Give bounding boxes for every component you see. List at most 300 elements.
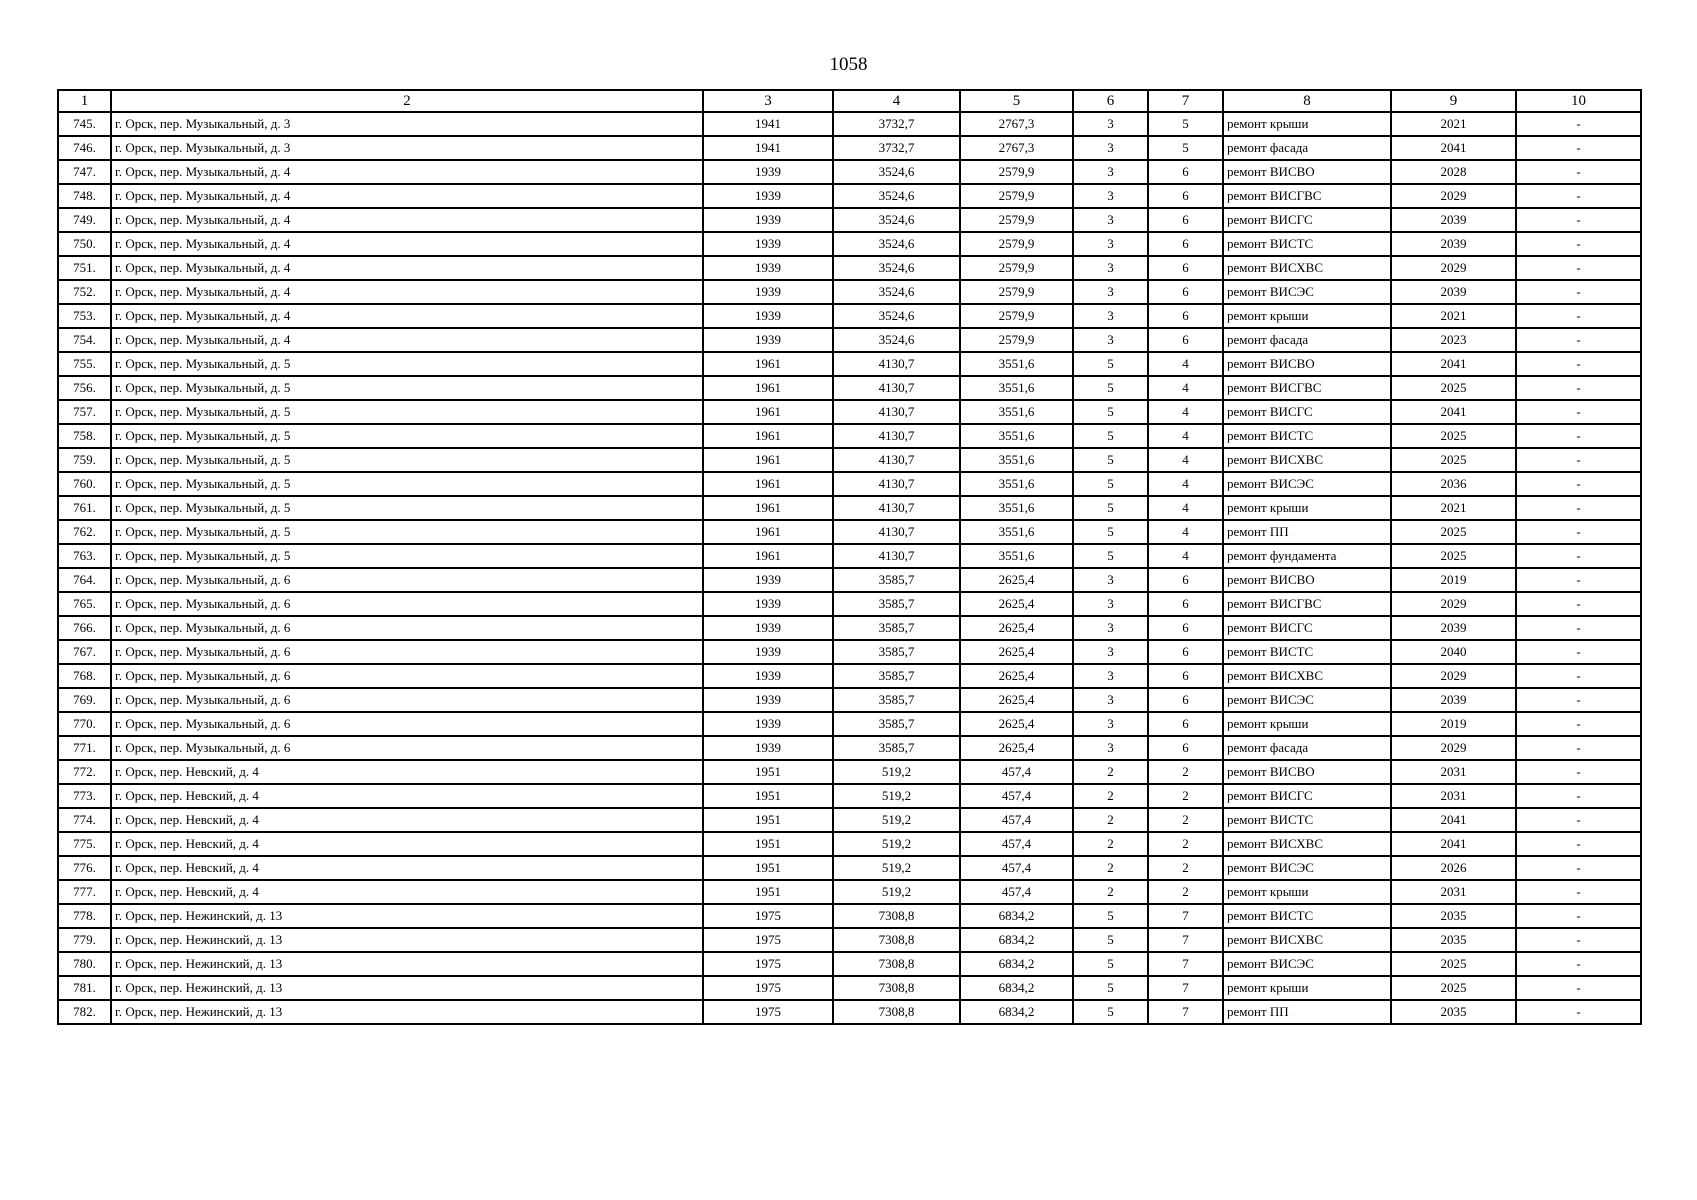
cell-number: 755. [58,352,111,376]
cell-number: 759. [58,448,111,472]
cell-year: 1961 [703,496,833,520]
cell-plan-year: 2025 [1391,376,1516,400]
cell-number: 760. [58,472,111,496]
cell-note: - [1516,256,1641,280]
page-number: 1058 [829,54,868,75]
cell-area-total: 7308,8 [833,904,960,928]
cell-address: г. Орск, пер. Музыкальный, д. 5 [111,376,703,400]
cell-plan-year: 2039 [1391,280,1516,304]
cell-year: 1939 [703,592,833,616]
cell-number: 781. [58,976,111,1000]
cell-address: г. Орск, пер. Музыкальный, д. 4 [111,232,703,256]
cell-plan-year: 2039 [1391,232,1516,256]
cell-area-living: 3551,6 [960,352,1073,376]
cell-address: г. Орск, пер. Нежинский, д. 13 [111,928,703,952]
cell-work-type: ремонт ВИСГС [1223,616,1391,640]
cell-entrances: 7 [1148,904,1223,928]
cell-work-type: ремонт ВИСГВС [1223,184,1391,208]
cell-floors: 5 [1073,904,1148,928]
cell-floors: 5 [1073,520,1148,544]
cell-plan-year: 2039 [1391,688,1516,712]
table-row [58,1000,1641,1024]
cell-address: г. Орск, пер. Невский, д. 4 [111,832,703,856]
cell-plan-year: 2041 [1391,400,1516,424]
cell-floors: 3 [1073,112,1148,136]
cell-floors: 3 [1073,736,1148,760]
cell-area-total: 3585,7 [833,688,960,712]
cell-note: - [1516,880,1641,904]
cell-number: 777. [58,880,111,904]
cell-work-type: ремонт ВИСХВС [1223,928,1391,952]
cell-note: - [1516,112,1641,136]
cell-area-total: 3732,7 [833,136,960,160]
table-row [58,520,1641,544]
cell-work-type: ремонт фасада [1223,136,1391,160]
cell-area-living: 457,4 [960,856,1073,880]
cell-area-living: 457,4 [960,784,1073,808]
cell-number: 745. [58,112,111,136]
cell-note: - [1516,304,1641,328]
cell-number: 764. [58,568,111,592]
cell-work-type: ремонт ВИСЭС [1223,952,1391,976]
cell-area-living: 2579,9 [960,208,1073,232]
table-row [58,616,1641,640]
cell-note: - [1516,328,1641,352]
cell-entrances: 6 [1148,568,1223,592]
cell-entrances: 4 [1148,352,1223,376]
cell-floors: 5 [1073,376,1148,400]
cell-area-living: 2625,4 [960,736,1073,760]
table-row [58,280,1641,304]
cell-entrances: 2 [1148,832,1223,856]
cell-area-living: 2625,4 [960,568,1073,592]
table-row [58,448,1641,472]
cell-plan-year: 2021 [1391,304,1516,328]
cell-floors: 5 [1073,928,1148,952]
cell-number: 774. [58,808,111,832]
cell-entrances: 6 [1148,304,1223,328]
cell-area-total: 3585,7 [833,712,960,736]
cell-area-total: 3524,6 [833,304,960,328]
cell-number: 767. [58,640,111,664]
cell-entrances: 2 [1148,760,1223,784]
table-row [58,664,1641,688]
cell-note: - [1516,520,1641,544]
cell-work-type: ремонт крыши [1223,880,1391,904]
cell-entrances: 7 [1148,928,1223,952]
cell-area-living: 457,4 [960,832,1073,856]
cell-note: - [1516,184,1641,208]
cell-entrances: 7 [1148,976,1223,1000]
cell-plan-year: 2035 [1391,904,1516,928]
cell-plan-year: 2029 [1391,664,1516,688]
cell-work-type: ремонт ВИСХВС [1223,256,1391,280]
cell-note: - [1516,832,1641,856]
cell-year: 1939 [703,256,833,280]
table-row [58,952,1641,976]
cell-address: г. Орск, пер. Музыкальный, д. 5 [111,448,703,472]
cell-note: - [1516,448,1641,472]
table-row [58,208,1641,232]
cell-work-type: ремонт ВИСГВС [1223,592,1391,616]
cell-number: 782. [58,1000,111,1024]
cell-note: - [1516,640,1641,664]
cell-note: - [1516,784,1641,808]
cell-number: 758. [58,424,111,448]
cell-work-type: ремонт ВИСЭС [1223,280,1391,304]
cell-plan-year: 2025 [1391,448,1516,472]
cell-area-living: 3551,6 [960,400,1073,424]
cell-floors: 3 [1073,304,1148,328]
cell-work-type: ремонт ВИСВО [1223,352,1391,376]
cell-address: г. Орск, пер. Музыкальный, д. 3 [111,112,703,136]
cell-floors: 2 [1073,808,1148,832]
cell-area-living: 3551,6 [960,472,1073,496]
cell-floors: 5 [1073,352,1148,376]
table-row [58,592,1641,616]
cell-entrances: 6 [1148,328,1223,352]
cell-year: 1961 [703,544,833,568]
cell-area-total: 3524,6 [833,256,960,280]
cell-work-type: ремонт ВИСВО [1223,160,1391,184]
cell-entrances: 6 [1148,712,1223,736]
table-row [58,184,1641,208]
cell-floors: 3 [1073,160,1148,184]
cell-note: - [1516,736,1641,760]
table-row [58,760,1641,784]
cell-entrances: 4 [1148,520,1223,544]
cell-year: 1961 [703,424,833,448]
cell-area-living: 6834,2 [960,904,1073,928]
cell-work-type: ремонт ПП [1223,520,1391,544]
cell-area-total: 7308,8 [833,928,960,952]
cell-note: - [1516,376,1641,400]
cell-area-living: 3551,6 [960,496,1073,520]
repair-schedule-table [57,89,1642,1025]
cell-floors: 3 [1073,208,1148,232]
cell-area-living: 2579,9 [960,280,1073,304]
table-row [58,688,1641,712]
cell-area-total: 519,2 [833,808,960,832]
cell-area-total: 3585,7 [833,640,960,664]
cell-area-living: 3551,6 [960,448,1073,472]
cell-year: 1939 [703,208,833,232]
cell-floors: 3 [1073,712,1148,736]
table-row [58,712,1641,736]
cell-entrances: 4 [1148,424,1223,448]
cell-area-living: 2625,4 [960,616,1073,640]
cell-area-total: 3524,6 [833,208,960,232]
cell-floors: 3 [1073,232,1148,256]
cell-work-type: ремонт ВИСТС [1223,640,1391,664]
cell-year: 1975 [703,928,833,952]
cell-floors: 5 [1073,448,1148,472]
cell-entrances: 7 [1148,952,1223,976]
cell-plan-year: 2041 [1391,808,1516,832]
cell-plan-year: 2019 [1391,568,1516,592]
cell-floors: 2 [1073,760,1148,784]
cell-number: 763. [58,544,111,568]
cell-address: г. Орск, пер. Музыкальный, д. 6 [111,664,703,688]
cell-plan-year: 2036 [1391,472,1516,496]
cell-work-type: ремонт ВИСВО [1223,568,1391,592]
cell-address: г. Орск, пер. Музыкальный, д. 6 [111,640,703,664]
cell-work-type: ремонт ВИСЭС [1223,472,1391,496]
cell-plan-year: 2029 [1391,256,1516,280]
cell-plan-year: 2029 [1391,736,1516,760]
cell-note: - [1516,424,1641,448]
cell-entrances: 4 [1148,472,1223,496]
cell-plan-year: 2031 [1391,784,1516,808]
cell-work-type: ремонт ВИСХВС [1223,832,1391,856]
cell-note: - [1516,976,1641,1000]
cell-area-total: 3585,7 [833,592,960,616]
cell-floors: 3 [1073,136,1148,160]
cell-area-total: 519,2 [833,856,960,880]
cell-work-type: ремонт ВИСХВС [1223,448,1391,472]
table-row [58,976,1641,1000]
cell-number: 756. [58,376,111,400]
table-row [58,400,1641,424]
cell-number: 778. [58,904,111,928]
cell-work-type: ремонт ПП [1223,1000,1391,1024]
cell-address: г. Орск, пер. Музыкальный, д. 5 [111,424,703,448]
cell-entrances: 5 [1148,136,1223,160]
cell-entrances: 4 [1148,448,1223,472]
cell-area-total: 7308,8 [833,952,960,976]
cell-address: г. Орск, пер. Невский, д. 4 [111,760,703,784]
cell-note: - [1516,712,1641,736]
table-row [58,424,1641,448]
cell-floors: 3 [1073,664,1148,688]
cell-area-total: 4130,7 [833,496,960,520]
cell-floors: 3 [1073,640,1148,664]
cell-area-living: 3551,6 [960,544,1073,568]
cell-year: 1939 [703,568,833,592]
cell-address: г. Орск, пер. Музыкальный, д. 4 [111,304,703,328]
cell-year: 1951 [703,832,833,856]
cell-plan-year: 2039 [1391,616,1516,640]
cell-address: г. Орск, пер. Музыкальный, д. 4 [111,328,703,352]
cell-entrances: 6 [1148,616,1223,640]
cell-note: - [1516,592,1641,616]
cell-number: 762. [58,520,111,544]
cell-year: 1951 [703,880,833,904]
cell-entrances: 4 [1148,496,1223,520]
cell-work-type: ремонт крыши [1223,304,1391,328]
cell-work-type: ремонт крыши [1223,976,1391,1000]
cell-year: 1939 [703,616,833,640]
cell-year: 1975 [703,904,833,928]
cell-area-living: 2767,3 [960,136,1073,160]
cell-note: - [1516,352,1641,376]
header-col-area-total: 4 [833,90,960,112]
cell-number: 757. [58,400,111,424]
cell-area-living: 2625,4 [960,664,1073,688]
cell-area-total: 4130,7 [833,424,960,448]
cell-address: г. Орск, пер. Музыкальный, д. 5 [111,520,703,544]
cell-area-total: 4130,7 [833,376,960,400]
header-col-number: 1 [58,90,111,112]
cell-year: 1951 [703,784,833,808]
cell-note: - [1516,232,1641,256]
cell-plan-year: 2041 [1391,352,1516,376]
table-row [58,472,1641,496]
cell-work-type: ремонт ВИСЭС [1223,856,1391,880]
table-body [58,112,1641,1024]
cell-entrances: 2 [1148,784,1223,808]
cell-area-total: 3732,7 [833,112,960,136]
cell-address: г. Орск, пер. Музыкальный, д. 4 [111,280,703,304]
cell-address: г. Орск, пер. Невский, д. 4 [111,808,703,832]
cell-entrances: 6 [1148,256,1223,280]
cell-floors: 5 [1073,400,1148,424]
cell-year: 1975 [703,952,833,976]
cell-floors: 5 [1073,544,1148,568]
cell-number: 772. [58,760,111,784]
header-col-floors: 6 [1073,90,1148,112]
cell-work-type: ремонт ВИСГВС [1223,376,1391,400]
cell-note: - [1516,472,1641,496]
table-row [58,352,1641,376]
cell-year: 1939 [703,232,833,256]
cell-number: 752. [58,280,111,304]
cell-work-type: ремонт ВИСГС [1223,400,1391,424]
header-col-area-living: 5 [960,90,1073,112]
cell-area-living: 457,4 [960,760,1073,784]
cell-entrances: 6 [1148,664,1223,688]
cell-floors: 5 [1073,472,1148,496]
cell-address: г. Орск, пер. Музыкальный, д. 6 [111,568,703,592]
cell-number: 775. [58,832,111,856]
cell-address: г. Орск, пер. Музыкальный, д. 5 [111,544,703,568]
cell-entrances: 2 [1148,808,1223,832]
cell-floors: 2 [1073,880,1148,904]
cell-floors: 2 [1073,832,1148,856]
cell-address: г. Орск, пер. Невский, д. 4 [111,784,703,808]
cell-entrances: 6 [1148,280,1223,304]
cell-plan-year: 2039 [1391,208,1516,232]
cell-plan-year: 2041 [1391,136,1516,160]
cell-plan-year: 2035 [1391,1000,1516,1024]
cell-number: 766. [58,616,111,640]
cell-entrances: 6 [1148,736,1223,760]
cell-area-living: 6834,2 [960,928,1073,952]
cell-number: 750. [58,232,111,256]
cell-floors: 3 [1073,616,1148,640]
cell-year: 1939 [703,712,833,736]
cell-year: 1939 [703,688,833,712]
cell-year: 1951 [703,760,833,784]
cell-note: - [1516,208,1641,232]
cell-year: 1939 [703,664,833,688]
cell-year: 1939 [703,736,833,760]
cell-plan-year: 2021 [1391,112,1516,136]
cell-floors: 5 [1073,1000,1148,1024]
cell-area-total: 7308,8 [833,1000,960,1024]
cell-address: г. Орск, пер. Музыкальный, д. 5 [111,496,703,520]
cell-plan-year: 2028 [1391,160,1516,184]
cell-note: - [1516,136,1641,160]
cell-plan-year: 2025 [1391,952,1516,976]
cell-address: г. Орск, пер. Музыкальный, д. 6 [111,616,703,640]
cell-floors: 5 [1073,424,1148,448]
table-row [58,304,1641,328]
cell-note: - [1516,688,1641,712]
cell-address: г. Орск, пер. Музыкальный, д. 4 [111,208,703,232]
cell-area-living: 2767,3 [960,112,1073,136]
cell-work-type: ремонт ВИСГС [1223,208,1391,232]
table-row [58,736,1641,760]
cell-entrances: 6 [1148,688,1223,712]
cell-year: 1951 [703,856,833,880]
table-row [58,832,1641,856]
cell-floors: 2 [1073,856,1148,880]
cell-number: 776. [58,856,111,880]
table-row [58,904,1641,928]
cell-year: 1939 [703,304,833,328]
cell-work-type: ремонт ВИСЭС [1223,688,1391,712]
table-row [58,784,1641,808]
cell-note: - [1516,928,1641,952]
cell-address: г. Орск, пер. Музыкальный, д. 6 [111,688,703,712]
cell-note: - [1516,280,1641,304]
cell-area-living: 6834,2 [960,952,1073,976]
cell-area-total: 3524,6 [833,160,960,184]
table-row [58,856,1641,880]
cell-address: г. Орск, пер. Музыкальный, д. 5 [111,400,703,424]
cell-entrances: 6 [1148,208,1223,232]
cell-note: - [1516,808,1641,832]
cell-area-total: 519,2 [833,832,960,856]
cell-area-living: 6834,2 [960,976,1073,1000]
cell-floors: 3 [1073,256,1148,280]
cell-area-total: 4130,7 [833,448,960,472]
cell-address: г. Орск, пер. Невский, д. 4 [111,856,703,880]
cell-plan-year: 2040 [1391,640,1516,664]
cell-year: 1961 [703,520,833,544]
cell-floors: 3 [1073,184,1148,208]
cell-number: 773. [58,784,111,808]
cell-address: г. Орск, пер. Музыкальный, д. 4 [111,256,703,280]
cell-floors: 5 [1073,496,1148,520]
header-col-note: 10 [1516,90,1641,112]
table-row [58,328,1641,352]
table-row [58,112,1641,136]
table-row [58,496,1641,520]
cell-year: 1939 [703,328,833,352]
cell-year: 1961 [703,400,833,424]
cell-plan-year: 2025 [1391,424,1516,448]
table-row [58,568,1641,592]
cell-area-living: 457,4 [960,808,1073,832]
cell-area-total: 519,2 [833,880,960,904]
cell-area-total: 4130,7 [833,472,960,496]
cell-area-living: 3551,6 [960,520,1073,544]
cell-number: 761. [58,496,111,520]
cell-year: 1939 [703,184,833,208]
cell-note: - [1516,544,1641,568]
cell-floors: 5 [1073,976,1148,1000]
cell-address: г. Орск, пер. Музыкальный, д. 6 [111,592,703,616]
cell-area-total: 3524,6 [833,280,960,304]
cell-year: 1939 [703,640,833,664]
cell-floors: 3 [1073,568,1148,592]
cell-entrances: 4 [1148,544,1223,568]
cell-plan-year: 2041 [1391,832,1516,856]
cell-area-living: 6834,2 [960,1000,1073,1024]
cell-area-total: 3524,6 [833,232,960,256]
